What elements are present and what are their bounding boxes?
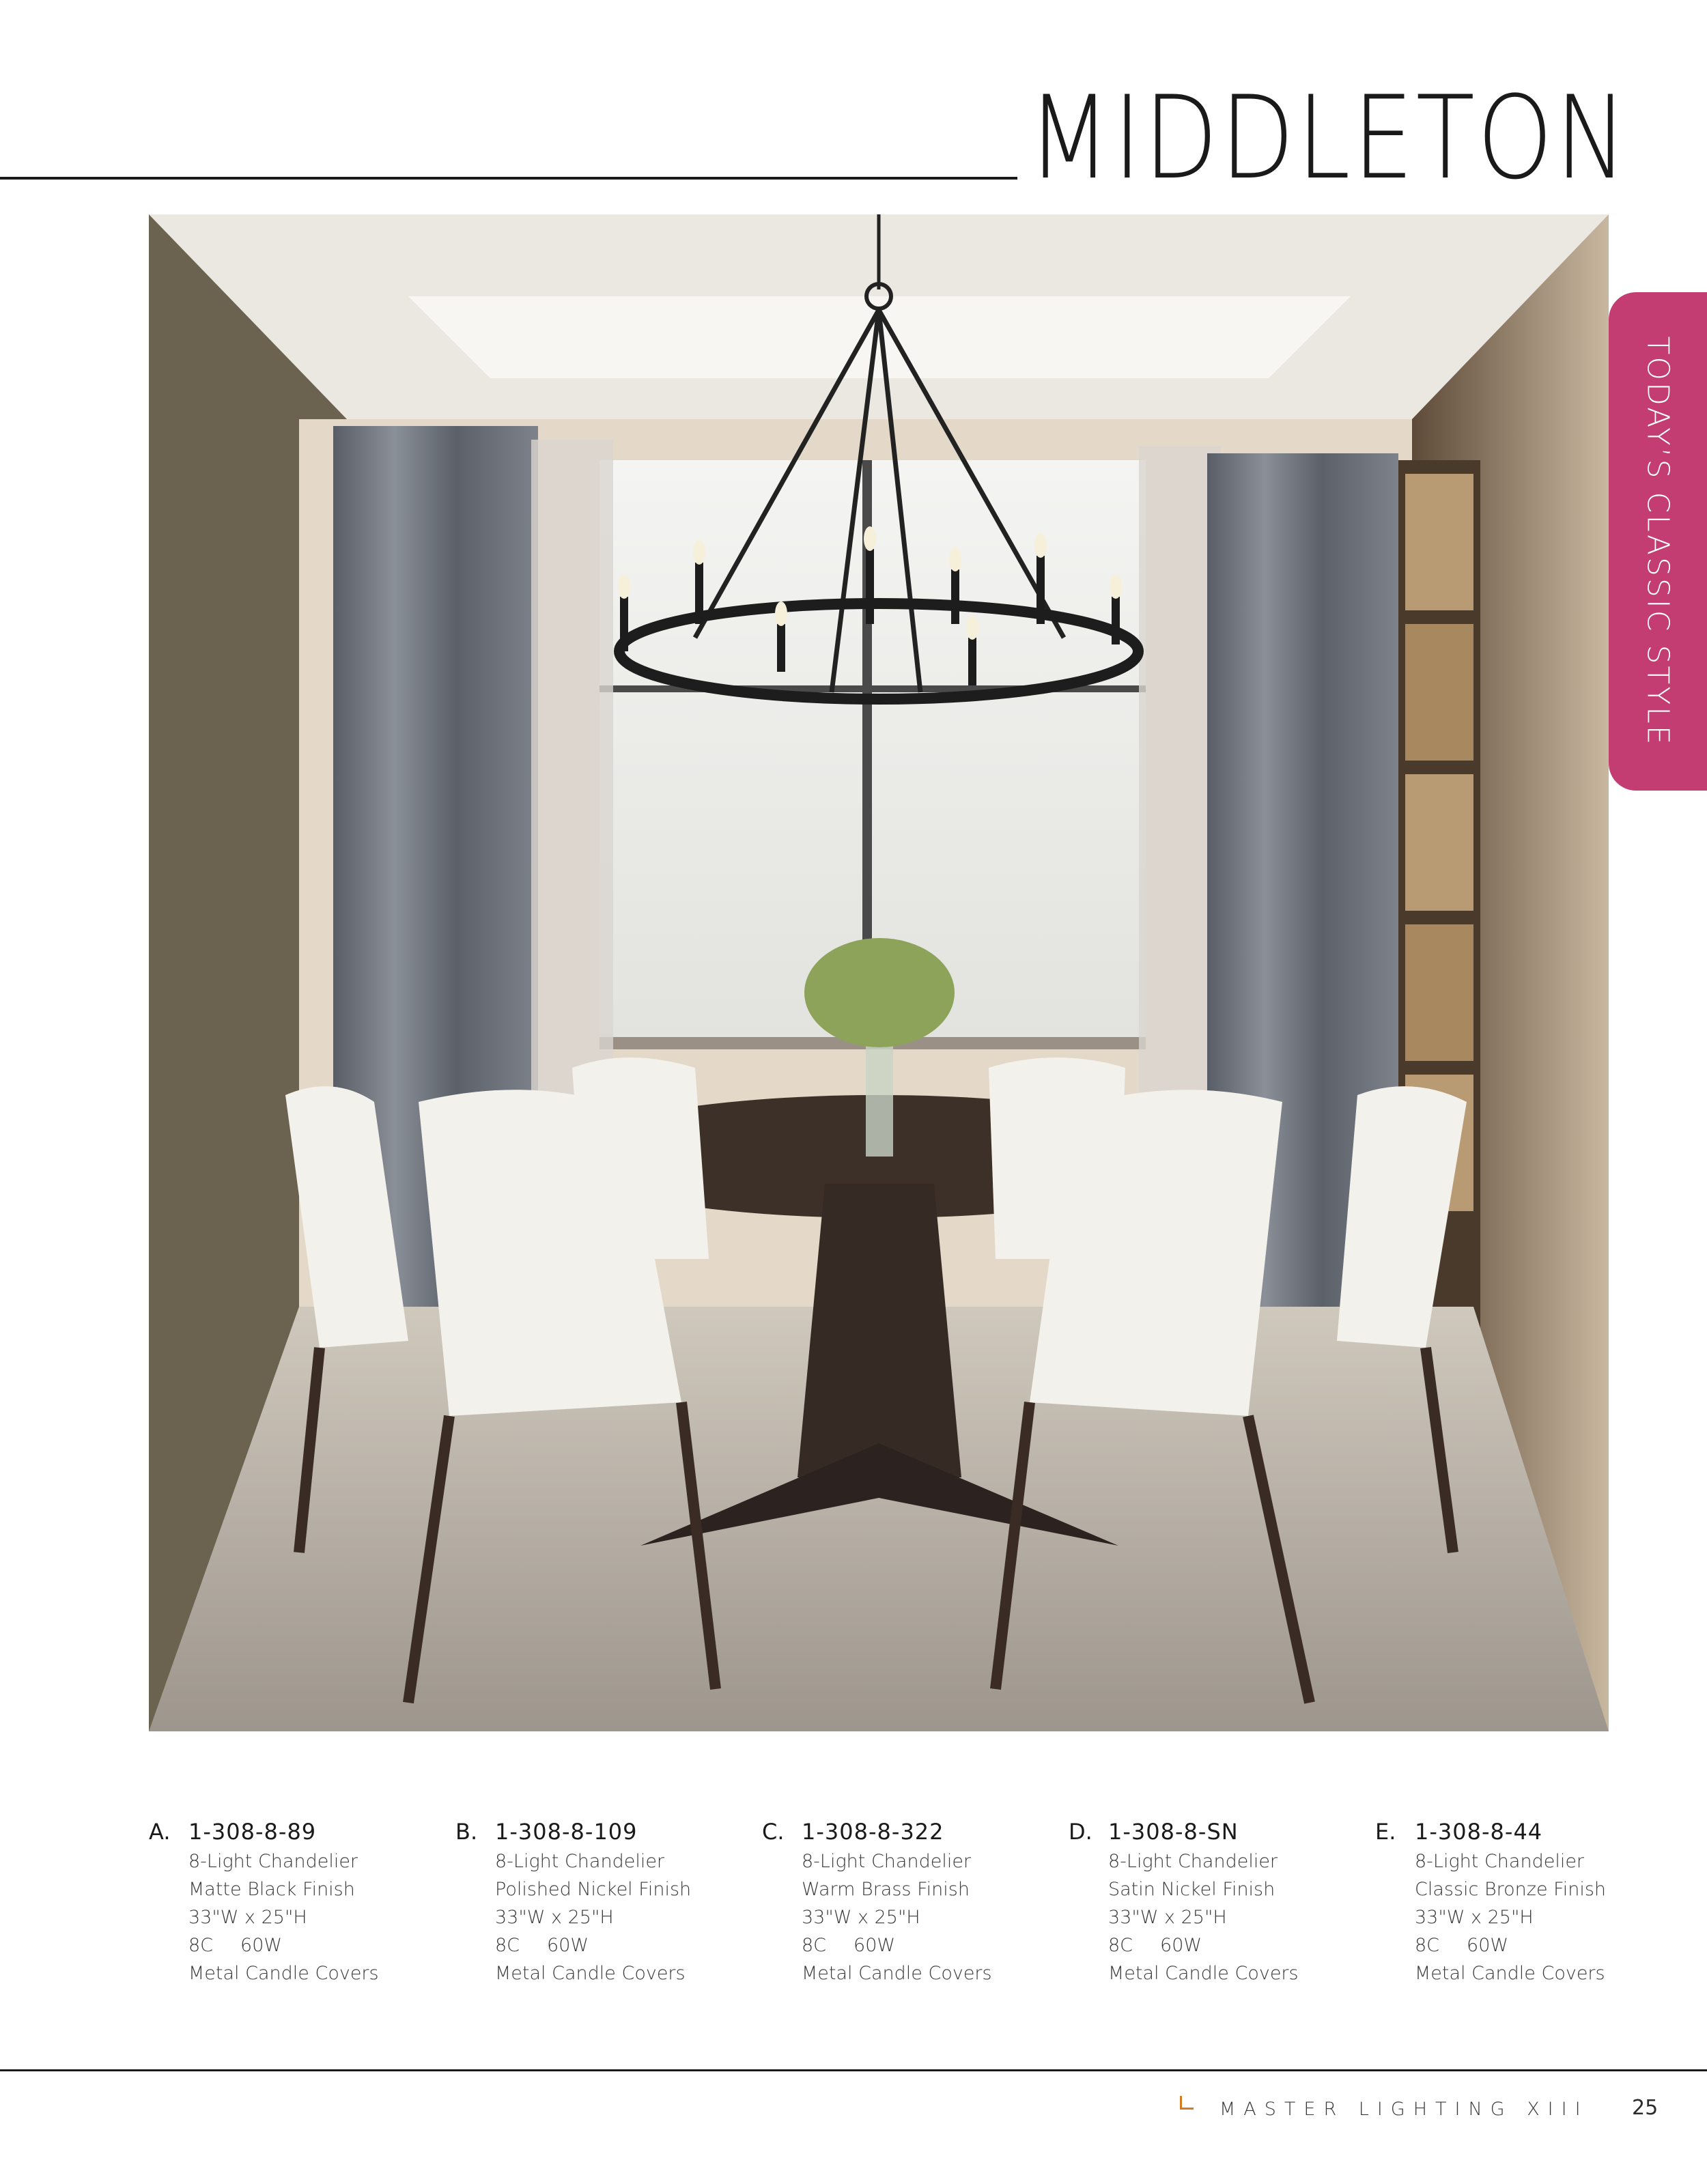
product-covers: Metal Candle Covers xyxy=(1108,1963,1299,1984)
page-number: 25 xyxy=(1632,2096,1659,2120)
product-finish: Matte Black Finish xyxy=(188,1879,355,1900)
product-wattage: 60W xyxy=(1160,1935,1202,1956)
product-covers: Metal Candle Covers xyxy=(1415,1963,1605,1984)
room-photo xyxy=(149,214,1609,1731)
section-tab-label: TODAY’S CLASSIC STYLE xyxy=(1640,336,1676,747)
product-letter: C. xyxy=(762,1819,785,1845)
product-size: 33"W x 25"H xyxy=(1415,1907,1534,1928)
product-sku: 1-308-8-44 xyxy=(1415,1819,1543,1845)
product-bulb-spec xyxy=(1108,1931,1299,1959)
product-bulbs: 8C xyxy=(188,1935,214,1956)
product-size: 33"W x 25"H xyxy=(495,1907,614,1928)
product-type: 8-Light Chandelier xyxy=(188,1851,358,1872)
product-sku: 1-308-8-SN xyxy=(1108,1819,1239,1845)
product-bulb-spec xyxy=(495,1931,691,1959)
product-wattage: 60W xyxy=(240,1935,283,1956)
product-letter: E. xyxy=(1375,1819,1396,1845)
product-finish: Satin Nickel Finish xyxy=(1108,1879,1275,1900)
product-covers: Metal Candle Covers xyxy=(188,1963,379,1984)
product-bulb-spec xyxy=(188,1931,379,1959)
product-letter: A. xyxy=(149,1819,171,1845)
product-covers: Metal Candle Covers xyxy=(495,1963,686,1984)
product-wattage: 60W xyxy=(547,1935,589,1956)
product-type: 8-Light Chandelier xyxy=(1108,1851,1278,1872)
product-bulbs: 8C xyxy=(1108,1935,1133,1956)
product-bulbs: 8C xyxy=(495,1935,520,1956)
product-wattage: 60W xyxy=(1467,1935,1509,1956)
square-bullet-icon xyxy=(1180,2096,1194,2110)
product-bulbs: 8C xyxy=(802,1935,827,1956)
product-list xyxy=(149,1819,1692,1996)
product-size: 33"W x 25"H xyxy=(188,1907,307,1928)
product-finish: Classic Bronze Finish xyxy=(1415,1879,1607,1900)
product-finish: Warm Brass Finish xyxy=(802,1879,970,1900)
product-bulbs: 8C xyxy=(1415,1935,1440,1956)
product-size: 33"W x 25"H xyxy=(802,1907,920,1928)
product-letter: B. xyxy=(455,1819,478,1845)
section-tab xyxy=(1609,292,1707,791)
product-sku: 1-308-8-322 xyxy=(802,1819,944,1845)
product-covers: Metal Candle Covers xyxy=(802,1963,992,1984)
product-sku: 1-308-8-89 xyxy=(188,1819,317,1845)
product-size: 33"W x 25"H xyxy=(1108,1907,1227,1928)
product-type: 8-Light Chandelier xyxy=(495,1851,665,1872)
product-finish: Polished Nickel Finish xyxy=(495,1879,692,1900)
product-sku: 1-308-8-109 xyxy=(495,1819,638,1845)
product-type: 8-Light Chandelier xyxy=(802,1851,972,1872)
product-wattage: 60W xyxy=(854,1935,896,1956)
title-rule xyxy=(0,177,1017,180)
product-bulb-spec xyxy=(1415,1931,1606,1959)
product-bulb-spec xyxy=(802,1931,992,1959)
product-letter: D. xyxy=(1069,1819,1092,1845)
product-type: 8-Light Chandelier xyxy=(1415,1851,1585,1872)
catalog-name: MASTER LIGHTING XIII xyxy=(1219,2099,1589,2120)
footer-rule xyxy=(0,2069,1707,2071)
page-title: MIDDLETON xyxy=(1028,71,1630,205)
